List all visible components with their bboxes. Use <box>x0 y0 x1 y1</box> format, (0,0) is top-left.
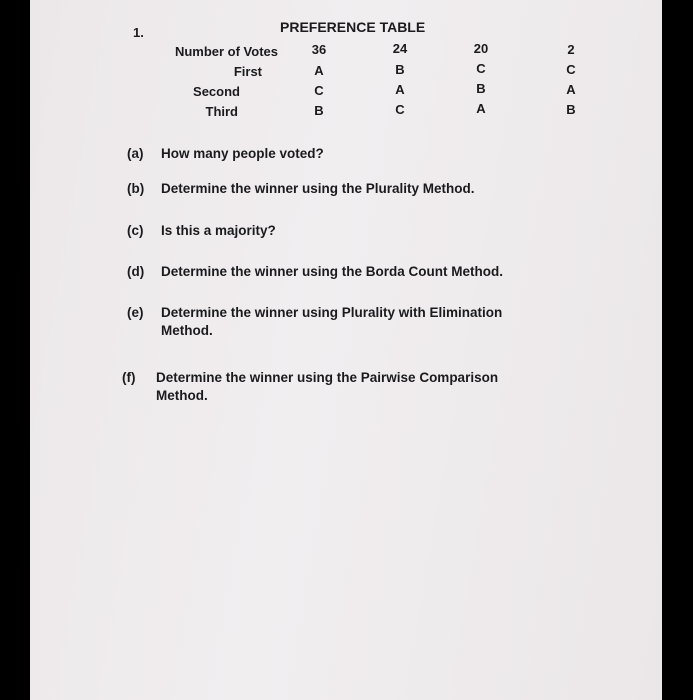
question-c-letter: (c) <box>127 223 144 238</box>
question-f-text-cont: Method. <box>156 388 208 403</box>
row-label-first: First <box>233 64 262 79</box>
col1-votes: 36 <box>311 42 327 57</box>
question-b <box>127 181 475 196</box>
question-e-text-cont: Method. <box>161 323 213 338</box>
table-title: PREFERENCE TABLE <box>280 19 426 35</box>
question-a <box>127 146 324 161</box>
question-c <box>127 223 276 238</box>
question-e-text: Determine the winner using Plurality with Elimination <box>161 305 503 320</box>
row-label-third: Third <box>205 104 238 119</box>
col2-first: B <box>395 62 405 77</box>
col1-first: A <box>314 63 324 78</box>
question-c-text: Is this a majority? <box>161 223 276 238</box>
col2-third: C <box>395 102 405 117</box>
question-b-text: Determine the winner using the Plurality Method. <box>161 181 475 196</box>
row-label-second: Second <box>193 84 240 99</box>
col3-third: A <box>476 101 486 116</box>
worksheet-paper <box>30 0 662 700</box>
col4-second: A <box>566 82 576 97</box>
row-label-votes: Number of Votes <box>174 44 278 59</box>
col3-votes: 20 <box>473 41 489 56</box>
question-d-text: Determine the winner using the Borda Count Method. <box>161 264 504 279</box>
col2-second: A <box>395 82 405 97</box>
question-e <box>127 304 597 340</box>
col4-first: C <box>566 62 576 77</box>
col4-votes: 2 <box>567 42 575 57</box>
col1-third: B <box>314 103 324 118</box>
question-f <box>122 369 592 405</box>
col3-first: C <box>476 61 486 76</box>
question-f-letter: (f) <box>122 370 136 385</box>
problem-number: 1. <box>133 25 144 40</box>
question-a-letter: (a) <box>127 146 144 161</box>
col1-second: C <box>314 83 324 98</box>
col3-second: B <box>476 81 486 96</box>
question-a-text: How many people voted? <box>161 146 324 161</box>
question-b-letter: (b) <box>127 181 145 196</box>
question-e-letter: (e) <box>127 305 144 320</box>
question-f-text: Determine the winner using the Pairwise Comparison <box>156 370 499 385</box>
col4-third: B <box>566 102 576 117</box>
col2-votes: 24 <box>392 41 408 56</box>
question-d <box>127 264 503 279</box>
question-d-letter: (d) <box>127 264 145 279</box>
